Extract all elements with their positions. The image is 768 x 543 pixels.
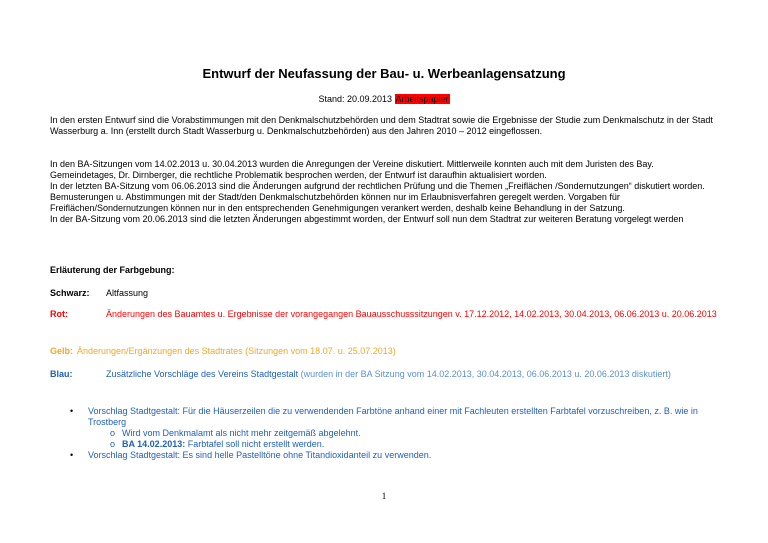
legend-label-black: Schwarz: xyxy=(50,288,90,298)
legend-text-blue-note: (wurden in der BA Sitzung vom 14.02.2013, 30.04.2013, 06.06.2013 u. 20.06.2013 diskutiert) xyxy=(300,369,671,379)
legend-label-blue: Blau: xyxy=(50,369,73,379)
meetings-line-1: In den BA-Sitzungen vom 14.02.2013 u. 30.04.2013 wurden die Anregungen der Vereine diskutiert. Mittlerweile konnten auch mit dem Juristen des Bay. Gemeindetages, Dr. Dirnberger, die rechtliche Problematik besprochen werden, der Entwurf ist daraufhin aktualisiert worden. xyxy=(50,159,654,180)
page-number: 1 xyxy=(381,491,387,501)
list-item xyxy=(70,450,710,461)
legend-text-yellow: Änderungen/Ergänzungen des Stadtrates (Sitzungen vom 18.07. u. 25.07.2013) xyxy=(77,346,396,356)
legend-text-blue-main: Zusätzliche Vorschläge des Vereins Stadtgestalt xyxy=(106,369,299,379)
legend-label-red: Rot: xyxy=(50,309,68,319)
circle-bullet-icon: o xyxy=(110,428,116,438)
proposal-text-2: Vorschlag Stadtgestalt: Es sind helle Pastelltöne ohne Titandioxidanteil zu verwenden. xyxy=(88,450,432,460)
intro-paragraph: In den ersten Entwurf sind die Vorabstimmungen mit den Denkmalschutzbehörden und dem Stadtrat sowie die Ergebnisse der Studie zum Denkmalschutz in der Stadt Wasserburg a. Inn (erstellt durch Stadt Wasserburg u. Denkmalschutzbehörden) aus den Jahren 2010 – 2012 eingeflossen. xyxy=(50,115,713,136)
proposal-text-1: Vorschlag Stadtgestalt: Für die Häuserzeilen die zu verwendenden Farbtöne anhand einer mit Fachleuten erstellten Farbtafel vorzuschreiben, z. B. wie in Trostberg xyxy=(88,406,698,427)
draft-badge: Arbeitspapier xyxy=(395,94,449,104)
sub-list-item xyxy=(70,439,710,450)
proposal-list xyxy=(70,406,710,461)
sub-list-item xyxy=(70,428,710,439)
circle-bullet-icon: o xyxy=(110,439,116,449)
meetings-line-3: In der BA-Sitzung vom 20.06.2013 sind die letzten Änderungen abgestimmt worden, der Entwurf soll nun dem Stadtrat zur weiteren Beratung vorgelegt werden xyxy=(50,214,684,224)
stand-date: Stand: 20.09.2013 xyxy=(318,94,393,104)
legend-text-blue xyxy=(106,369,726,380)
legend-label-yellow: Gelb: xyxy=(50,346,74,356)
bullet-icon: • xyxy=(70,450,74,460)
meetings-paragraph xyxy=(50,159,718,225)
sub-text-1: Wird vom Denkmalamt als nicht mehr zeitgemäß abgelehnt. xyxy=(122,428,361,438)
legend-text-red: Änderungen des Bauamtes u. Ergebnisse der vorangegangen Bauausschusssitzungen v. 17.12.2012, 14.02.2013, 30.04.2013, 06.06.2013 u. 20.06.2013 xyxy=(106,309,717,319)
bullet-icon: • xyxy=(70,406,74,416)
status-line xyxy=(0,94,768,105)
legend-row-yellow xyxy=(50,346,396,357)
list-item xyxy=(70,406,710,428)
meetings-line-2: In der letzten BA-Sitzung vom 06.06.2013 sind die Änderungen aufgrund der rechtlichen Prüfung und die Themen „Freiflächen /Sondernutzungen“ diskutiert worden. Bemusterungen u. Abstimmungen mit der Stadt/den Denkmalschutzbehörden können nur im Erlaubnisverfahren geregelt werden. Vorgaben für Freiflächen/Sondernutzungen können nur in den entsprechenden Genehmigungen verankert werden, deshalb keine Behandlung in der Satzung. xyxy=(50,181,705,213)
sub-text-2-bold: BA 14.02.2013: xyxy=(122,439,186,449)
document-title: Entwurf der Neufassung der Bau- u. Werbeanlagensatzung xyxy=(202,66,566,81)
legend-text-black: Altfassung xyxy=(106,288,149,298)
legend-heading: Erläuterung der Farbgebung: xyxy=(50,265,175,275)
sub-text-2: Farbtafel soll nicht erstellt werden. xyxy=(185,439,325,449)
